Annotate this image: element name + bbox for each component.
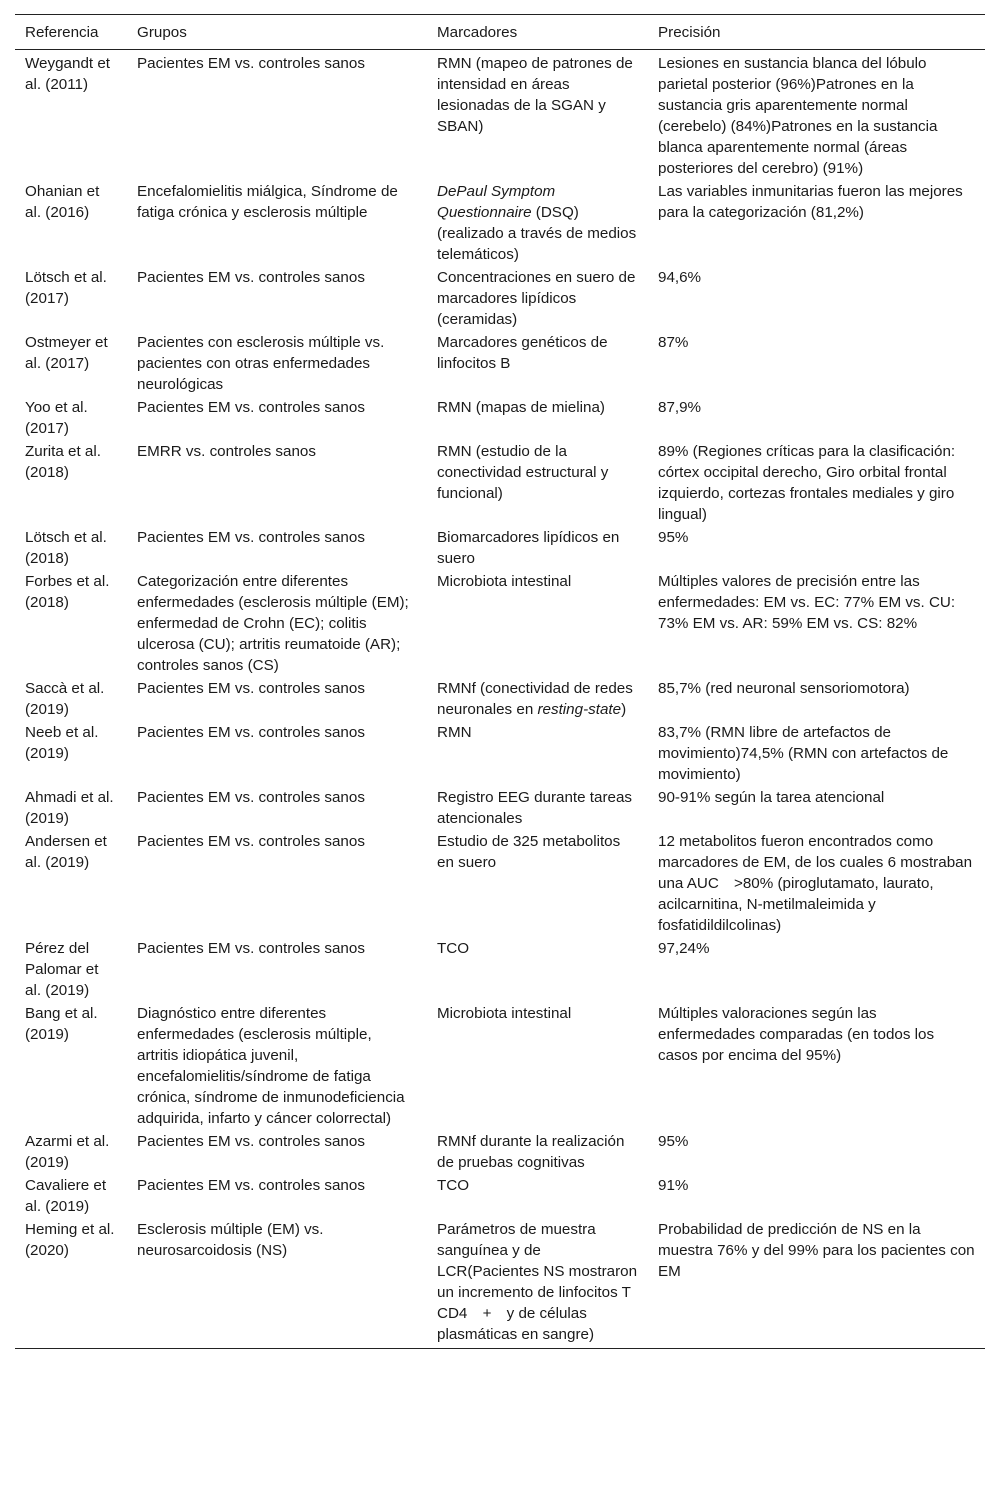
- cell-precision: 91%: [658, 1177, 689, 1194]
- cell-marcadores: Registro EEG durante tareas atencionales: [437, 789, 633, 827]
- table-row: [15, 1218, 985, 1349]
- table-row: [15, 570, 985, 677]
- cell-referencia: Zurita et al. (2018): [25, 443, 101, 481]
- cell-precision: Probabilidad de predicción de NS en la muestra 76% y del 99% para los pacientes con EM: [658, 1221, 975, 1280]
- cell-grupos: Esclerosis múltiple (EM) vs. neurosarcoidosis (NS): [137, 1221, 324, 1259]
- cell-precision: 94,6%: [658, 269, 702, 286]
- cell-marcadores: Estudio de 325 metabolitos en suero: [437, 833, 621, 871]
- cell-grupos: Pacientes EM vs. controles sanos: [137, 269, 365, 286]
- cell-precision: 95%: [658, 529, 689, 546]
- cell-marcadores: RMN (estudio de la conectividad estructural y funcional): [437, 443, 609, 502]
- cell-grupos: Pacientes EM vs. controles sanos: [137, 1177, 365, 1194]
- cell-precision: 12 metabolitos fueron encontrados como marcadores de EM, de los cuales 6 mostraban una AUC >80% (piroglutamato, laurato, acilcarnitina, N-metilmaleimida y fosfatidildilcolinas): [658, 833, 973, 934]
- cell-referencia: Weygandt et al. (2011): [25, 55, 110, 93]
- cell-referencia: Saccà et al. (2019): [25, 680, 105, 718]
- cell-referencia: Azarmi et al. (2019): [25, 1133, 110, 1171]
- header-grupos: Grupos: [137, 24, 187, 41]
- cell-precision: 83,7% (RMN libre de artefactos de movimiento)74,5% (RMN con artefactos de movimiento): [658, 724, 949, 783]
- cell-marcadores: Biomarcadores lipídicos en suero: [437, 529, 620, 567]
- cell-referencia: Forbes et al. (2018): [25, 573, 110, 611]
- cell-marcadores: Concentraciones en suero de marcadores lipídicos (ceramidas): [437, 269, 636, 328]
- cell-marcadores: TCO: [437, 940, 470, 957]
- results-table: [15, 14, 985, 1349]
- marcadores-rest: (DSQ) (realizado a través de medios telemáticos): [437, 204, 637, 263]
- cell-referencia: Ostmeyer et al. (2017): [25, 334, 108, 372]
- cell-precision: 87%: [658, 334, 689, 351]
- cell-grupos: Pacientes EM vs. controles sanos: [137, 724, 365, 741]
- cell-referencia: Heming et al. (2020): [25, 1221, 115, 1259]
- cell-grupos: Pacientes EM vs. controles sanos: [137, 940, 365, 957]
- cell-grupos: Encefalomielitis miálgica, Síndrome de fatiga crónica y esclerosis múltiple: [137, 183, 398, 221]
- table-row: [15, 180, 985, 266]
- cell-precision: Lesiones en sustancia blanca del lóbulo parietal posterior (96%)Patrones en la sustancia gris aparentemente normal (cerebelo) (84%)Patrones en la sustancia blanca aparentemente normal (áreas posteriores del cerebro) (91%): [658, 55, 938, 177]
- table-header: [15, 15, 985, 50]
- cell-precision: Múltiples valoraciones según las enfermedades comparadas (en todos los casos por encima del 95%): [658, 1005, 935, 1064]
- cell-marcadores: RMNf durante la realización de pruebas cognitivas: [437, 1133, 625, 1171]
- cell-precision: Múltiples valores de precisión entre las enfermedades: EM vs. EC: 77% EM vs. CU: 73% EM vs. AR: 59% EM vs. CS: 82%: [658, 573, 956, 632]
- table-row: [15, 266, 985, 331]
- table-row: [15, 50, 985, 181]
- cell-grupos: Categorización entre diferentes enfermedades (esclerosis múltiple (EM); enfermedad de Crohn (EC); colitis ulcerosa (CU); artritis reumatoide (AR); controles sanos (CS): [137, 573, 409, 674]
- marcadores-post: ): [621, 701, 627, 718]
- cell-referencia: Pérez del Palomar et al. (2019): [25, 940, 99, 999]
- cell-referencia: Andersen et al. (2019): [25, 833, 107, 871]
- table-row: [15, 331, 985, 396]
- cell-marcadores: [427, 180, 648, 266]
- cell-referencia: Yoo et al. (2017): [25, 399, 88, 437]
- cell-precision: 85,7% (red neuronal sensoriomotora): [658, 680, 910, 697]
- table-row: [15, 1174, 985, 1218]
- cell-marcadores: Microbiota intestinal: [437, 573, 572, 590]
- cell-grupos: Pacientes EM vs. controles sanos: [137, 399, 365, 416]
- marcadores-pre: RMNf (conectividad de redes neuronales en: [437, 680, 633, 718]
- cell-grupos: Pacientes con esclerosis múltiple vs. pacientes con otras enfermedades neurológicas: [137, 334, 385, 393]
- table-row: [15, 786, 985, 830]
- table-row: [15, 396, 985, 440]
- cell-referencia: Ahmadi et al. (2019): [25, 789, 114, 827]
- cell-marcadores: RMN (mapas de mielina): [437, 399, 605, 416]
- table-body: [15, 50, 985, 1349]
- cell-referencia: Bang et al. (2019): [25, 1005, 98, 1043]
- marcadores-italic: resting-state: [537, 701, 622, 718]
- cell-precision: Las variables inmunitarias fueron las mejores para la categorización (81,2%): [658, 183, 963, 221]
- header-row: [15, 15, 985, 50]
- header-marcadores: Marcadores: [437, 24, 518, 41]
- cell-marcadores: TCO: [437, 1177, 470, 1194]
- cell-precision: 95%: [658, 1133, 689, 1150]
- cell-referencia: Ohanian et al. (2016): [25, 183, 100, 221]
- cell-grupos: Pacientes EM vs. controles sanos: [137, 680, 365, 697]
- cell-marcadores: RMN: [437, 724, 472, 741]
- cell-referencia: Neeb et al. (2019): [25, 724, 99, 762]
- cell-referencia: Cavaliere et al. (2019): [25, 1177, 107, 1215]
- cell-marcadores: Microbiota intestinal: [437, 1005, 572, 1022]
- table-row: [15, 440, 985, 526]
- marcadores-italic: DePaul Symptom Questionnaire: [437, 183, 556, 221]
- cell-referencia: Lötsch et al. (2017): [25, 269, 107, 307]
- table-row: [15, 677, 985, 721]
- cell-grupos: EMRR vs. controles sanos: [137, 443, 316, 460]
- cell-marcadores: RMN (mapeo de patrones de intensidad en áreas lesionadas de la SGAN y SBAN): [437, 55, 633, 135]
- cell-precision: 90-91% según la tarea atencional: [658, 789, 885, 806]
- cell-grupos: Pacientes EM vs. controles sanos: [137, 833, 365, 850]
- header-precision: Precisión: [658, 24, 721, 41]
- cell-marcadores: Parámetros de muestra sanguínea y de LCR(Pacientes NS mostraron un incremento de linfocitos T CD4 + y de células plasmáticas en sangre): [437, 1221, 638, 1343]
- cell-grupos: Pacientes EM vs. controles sanos: [137, 789, 365, 806]
- cell-marcadores: Marcadores genéticos de linfocitos B: [437, 334, 608, 372]
- header-referencia: Referencia: [25, 24, 99, 41]
- table-row: [15, 1130, 985, 1174]
- cell-precision: 89% (Regiones críticas para la clasificación: córtex occipital derecho, Giro orbital frontal izquierdo, cortezas frontales mediales y giro lingual): [658, 443, 956, 523]
- table-row: [15, 1002, 985, 1130]
- cell-referencia: Lötsch et al. (2018): [25, 529, 107, 567]
- cell-grupos: Pacientes EM vs. controles sanos: [137, 1133, 365, 1150]
- table-row: [15, 721, 985, 786]
- cell-grupos: Pacientes EM vs. controles sanos: [137, 529, 365, 546]
- table-row: [15, 830, 985, 937]
- table-row: [15, 526, 985, 570]
- cell-grupos: Diagnóstico entre diferentes enfermedades (esclerosis múltiple, artritis idiopática juvenil, encefalomielitis/síndrome de fatiga crónica, síndrome de inmunodeficiencia adquirida, infarto y cáncer colorrectal): [137, 1005, 405, 1127]
- table-row: [15, 937, 985, 1002]
- cell-precision: 97,24%: [658, 940, 710, 957]
- cell-grupos: Pacientes EM vs. controles sanos: [137, 55, 365, 72]
- cell-marcadores: [427, 677, 648, 721]
- cell-precision: 87,9%: [658, 399, 702, 416]
